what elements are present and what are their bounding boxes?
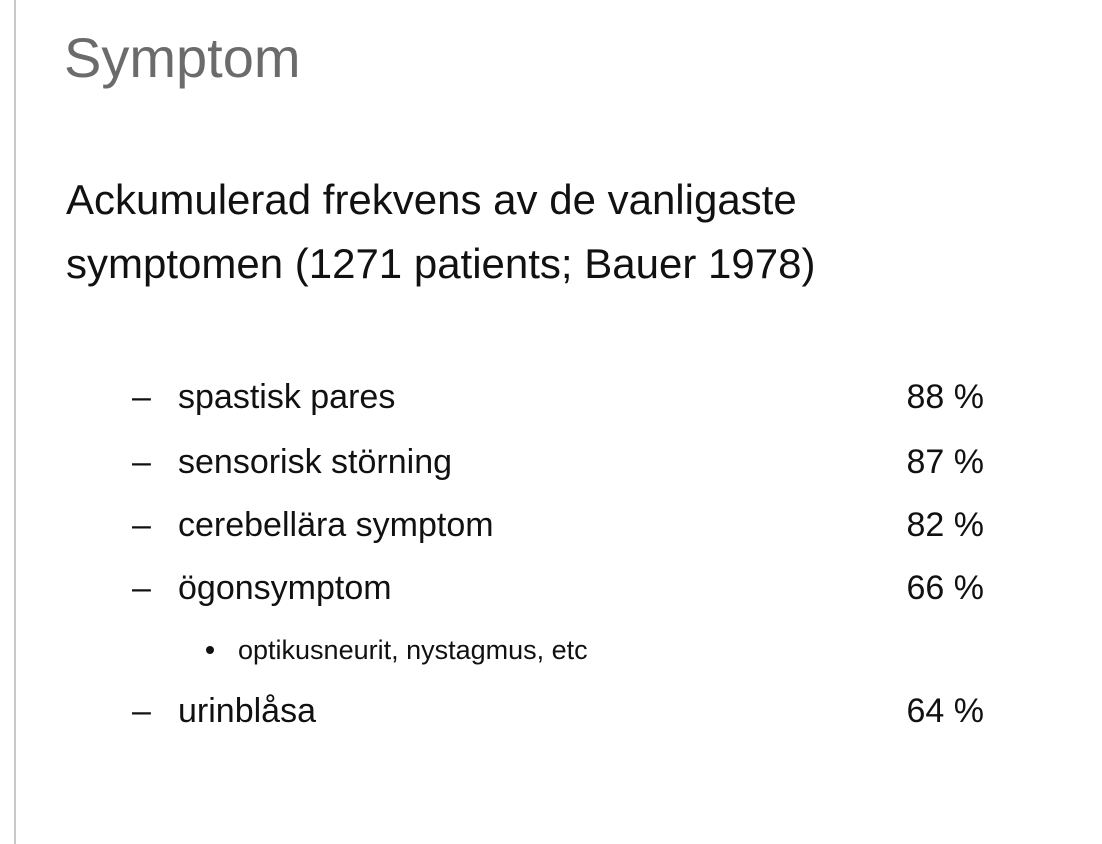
- symptom-percentage: 82 %: [906, 506, 984, 544]
- symptom-subitem: [0, 630, 1102, 670]
- symptom-row: [0, 563, 1102, 613]
- symptom-row: [0, 686, 1102, 736]
- symptom-percentage: 87 %: [906, 443, 984, 481]
- dash-bullet: –: [132, 378, 151, 416]
- symptom-label: ögonsymptom: [178, 569, 392, 607]
- symptom-label: urinblåsa: [178, 692, 316, 730]
- symptom-row: [0, 437, 1102, 487]
- symptom-label: cerebellära symptom: [178, 506, 494, 544]
- slide-title: Symptom: [64, 26, 301, 89]
- symptom-label: spastisk pares: [178, 378, 396, 416]
- symptom-row: [0, 372, 1102, 422]
- subtitle-line-1: Ackumulerad frekvens av de vanligaste: [66, 176, 797, 223]
- subtitle-line-2: symptomen (1271 patients; Bauer 1978): [66, 240, 816, 287]
- bullet-dot: [206, 646, 214, 654]
- symptom-percentage: 88 %: [906, 378, 984, 416]
- symptom-label: sensorisk störning: [178, 443, 453, 481]
- dash-bullet: –: [132, 692, 151, 730]
- dash-bullet: –: [132, 569, 151, 607]
- symptom-percentage: 66 %: [906, 569, 984, 607]
- symptom-subitem-label: optikusneurit, nystagmus, etc: [238, 635, 588, 665]
- slide-subtitle: [66, 168, 1026, 296]
- dash-bullet: –: [132, 506, 151, 544]
- dash-bullet: –: [132, 443, 151, 481]
- symptom-percentage: 64 %: [906, 692, 984, 730]
- symptom-row: [0, 500, 1102, 550]
